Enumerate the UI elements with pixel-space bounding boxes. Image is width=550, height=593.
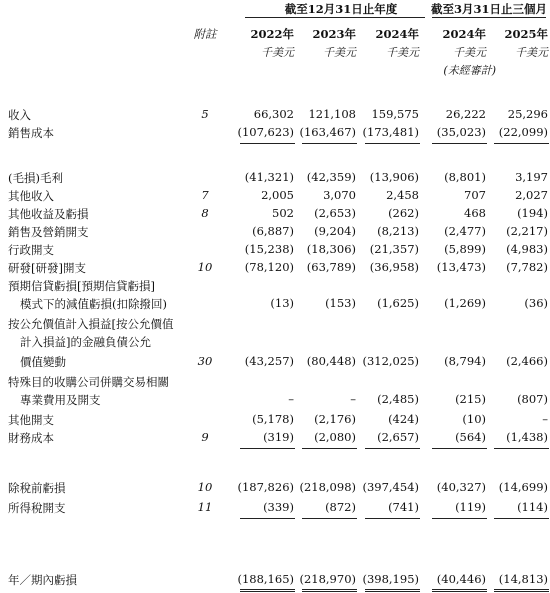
total-double-rule [432, 589, 487, 592]
subtotal-rule [302, 518, 357, 519]
cell-value: (319) [263, 430, 294, 444]
subtotal-rule [302, 143, 357, 144]
row-note: 9 [201, 430, 209, 444]
column-unit: 千美元 [386, 46, 419, 59]
cell-value: 502 [272, 206, 294, 220]
row-note: 8 [201, 206, 209, 220]
row-loss-for-period [0, 572, 550, 590]
row-fvtpl-line1 [0, 316, 550, 334]
cell-value: 2,458 [386, 188, 419, 202]
cell-value: (807) [517, 392, 548, 406]
cell-value: (80,448) [306, 354, 356, 368]
cell-value: (194) [517, 206, 548, 220]
cell-value: (18,306) [306, 242, 356, 256]
column-unit: 千美元 [261, 46, 294, 59]
cell-value: (1,269) [444, 296, 486, 310]
cell-value: (2,477) [444, 224, 486, 238]
cell-value: (187,826) [237, 480, 294, 494]
cell-value: (2,466) [506, 354, 548, 368]
row-fvtpl-change [0, 354, 550, 372]
row-label: 除稅前虧損 [8, 481, 66, 495]
row-spac-fees [0, 392, 550, 410]
column-year: 2023年 [312, 27, 356, 41]
cell-value: (2,485) [377, 392, 419, 406]
cell-value: 2,027 [515, 188, 548, 202]
subtotal-rule [494, 143, 549, 144]
cell-value: (188,165) [237, 572, 294, 586]
total-double-rule [365, 589, 420, 592]
cell-value: 707 [464, 188, 486, 202]
cell-value: (78,120) [244, 260, 294, 274]
row-cost-of-sales [0, 125, 550, 143]
row-other-expenses [0, 412, 550, 430]
row-loss-before-tax [0, 480, 550, 498]
cell-value: (173,481) [362, 125, 419, 139]
total-double-rule [240, 589, 295, 592]
row-label: 銷售成本 [8, 126, 54, 140]
cell-value: (36) [524, 296, 548, 310]
cell-value: (218,970) [299, 572, 356, 586]
row-note: 5 [201, 107, 209, 121]
cell-value: (43,257) [244, 354, 294, 368]
group-header-quarter: 截至3月31日止三個月 [430, 2, 547, 16]
row-label: 計入損益]的金融負債公允 [20, 335, 151, 349]
cell-value: (4,983) [506, 242, 548, 256]
cell-value: (107,623) [237, 125, 294, 139]
row-ecl-impairment [0, 296, 550, 314]
subtotal-rule [494, 448, 549, 449]
cell-value: (13,473) [436, 260, 486, 274]
row-label: 所得稅開支 [8, 501, 66, 515]
cell-value: (424) [388, 412, 419, 426]
cell-value: (262) [388, 206, 419, 220]
cell-value: (2,176) [314, 412, 356, 426]
cell-value: – [350, 392, 356, 406]
cell-value: 3,070 [323, 188, 356, 202]
group-underline-annual [245, 17, 425, 18]
cell-value: (163,467) [299, 125, 356, 139]
row-label: 行政開支 [8, 243, 54, 257]
row-label: 年／期內虧損 [8, 573, 77, 587]
row-label: 按公允價值計入損益[按公允價值 [8, 317, 174, 331]
cell-value: (9,204) [314, 224, 356, 238]
row-label: 模式下的減值虧損(扣除撥回) [20, 297, 167, 311]
cell-value: (14,699) [498, 480, 548, 494]
row-note: 7 [201, 188, 209, 202]
subtotal-rule [240, 143, 295, 144]
row-label: 其他收入 [8, 189, 54, 203]
cell-value: (339) [263, 500, 294, 514]
subtotal-rule [365, 518, 420, 519]
column-year: 2025年 [504, 27, 548, 41]
cell-value: (40,327) [436, 480, 486, 494]
row-note: 11 [197, 500, 213, 514]
cell-value: (2,217) [506, 224, 548, 238]
cell-value: (2,080) [314, 430, 356, 444]
cell-value: (6,887) [252, 224, 294, 238]
cell-value: (35,023) [436, 125, 486, 139]
subtotal-rule [432, 518, 487, 519]
row-selling-marketing [0, 224, 550, 242]
cell-value: (15,238) [244, 242, 294, 256]
group-underline-quarter [432, 17, 546, 18]
cell-value: (1,438) [506, 430, 548, 444]
cell-value: (5,899) [444, 242, 486, 256]
row-administrative [0, 242, 550, 260]
total-double-rule [494, 589, 549, 592]
cell-value: (8,794) [444, 354, 486, 368]
cell-value: (21,357) [369, 242, 419, 256]
row-label: 收入 [8, 108, 31, 122]
cell-value: 25,296 [507, 107, 548, 121]
cell-value: (40,446) [436, 572, 486, 586]
cell-value: (312,025) [362, 354, 419, 368]
cell-value: (63,789) [306, 260, 356, 274]
row-income-tax [0, 500, 550, 518]
column-year: 2022年 [250, 27, 294, 41]
row-label: (毛損)毛利 [8, 171, 63, 185]
column-unit: 千美元 [453, 46, 486, 59]
column-year: 2024年 [442, 27, 486, 41]
cell-value: 26,222 [445, 107, 486, 121]
subtotal-rule [240, 518, 295, 519]
cell-value: 66,302 [253, 107, 294, 121]
column-unaudited-note: (未經審計) [443, 64, 496, 77]
cell-value: (41,321) [244, 170, 294, 184]
total-double-rule [302, 589, 357, 592]
row-label: 特殊目的收購公司併購交易相關 [8, 375, 169, 389]
row-label: 專業費用及開支 [20, 393, 101, 407]
cell-value: 3,197 [515, 170, 548, 184]
subtotal-rule [365, 143, 420, 144]
row-rd [0, 260, 550, 278]
row-label: 研發[研發]開支 [8, 261, 86, 275]
subtotal-rule [240, 448, 295, 449]
row-note: 30 [197, 354, 213, 368]
cell-value: (10) [462, 412, 486, 426]
row-label: 其他收益及虧損 [8, 207, 89, 221]
cell-value: (1,625) [377, 296, 419, 310]
cell-value: 121,108 [308, 107, 356, 121]
cell-value: (36,958) [369, 260, 419, 274]
row-fvtpl-line2 [0, 334, 550, 352]
row-label: 其他開支 [8, 413, 54, 427]
row-ecl-line1 [0, 278, 550, 296]
cell-value: (218,098) [299, 480, 356, 494]
cell-value: (564) [455, 430, 486, 444]
cell-value: (153) [325, 296, 356, 310]
cell-value: – [542, 412, 548, 426]
cell-value: 159,575 [371, 107, 419, 121]
cell-value: (741) [388, 500, 419, 514]
cell-value: (114) [517, 500, 548, 514]
row-label: 銷售及營銷開支 [8, 225, 89, 239]
cell-value: (8,213) [377, 224, 419, 238]
row-note: 10 [197, 260, 213, 274]
cell-value: (397,454) [362, 480, 419, 494]
cell-value: (7,782) [506, 260, 548, 274]
notes-column-header: 附註 [193, 27, 217, 41]
subtotal-rule [432, 143, 487, 144]
cell-value: (119) [455, 500, 486, 514]
cell-value: (2,653) [314, 206, 356, 220]
cell-value: (42,359) [306, 170, 356, 184]
cell-value: – [288, 392, 294, 406]
cell-value: (2,657) [377, 430, 419, 444]
subtotal-rule [365, 448, 420, 449]
row-label: 財務成本 [8, 431, 54, 445]
cell-value: (398,195) [362, 572, 419, 586]
row-gross-profit [0, 170, 550, 188]
row-note: 10 [197, 480, 213, 494]
row-other-income [0, 188, 550, 206]
row-label: 預期信貸虧損[預期信貸虧損] [8, 279, 155, 293]
row-revenue [0, 107, 550, 125]
cell-value: 2,005 [261, 188, 294, 202]
cell-value: (5,178) [252, 412, 294, 426]
group-header-annual: 截至12月31日止年度 [284, 2, 398, 16]
cell-value: (13) [270, 296, 294, 310]
cell-value: (22,099) [498, 125, 548, 139]
cell-value: 468 [464, 206, 486, 220]
column-unit: 千美元 [515, 46, 548, 59]
cell-value: (14,813) [498, 572, 548, 586]
cell-value: (13,906) [369, 170, 419, 184]
cell-value: (8,801) [444, 170, 486, 184]
column-year: 2024年 [375, 27, 419, 41]
subtotal-rule [432, 448, 487, 449]
row-label: 價值變動 [20, 355, 66, 369]
cell-value: (215) [455, 392, 486, 406]
subtotal-rule [494, 518, 549, 519]
row-spac-line1 [0, 374, 550, 392]
row-finance-costs [0, 430, 550, 448]
column-unit: 千美元 [323, 46, 356, 59]
row-other-gains-losses [0, 206, 550, 224]
cell-value: (872) [325, 500, 356, 514]
subtotal-rule [302, 448, 357, 449]
